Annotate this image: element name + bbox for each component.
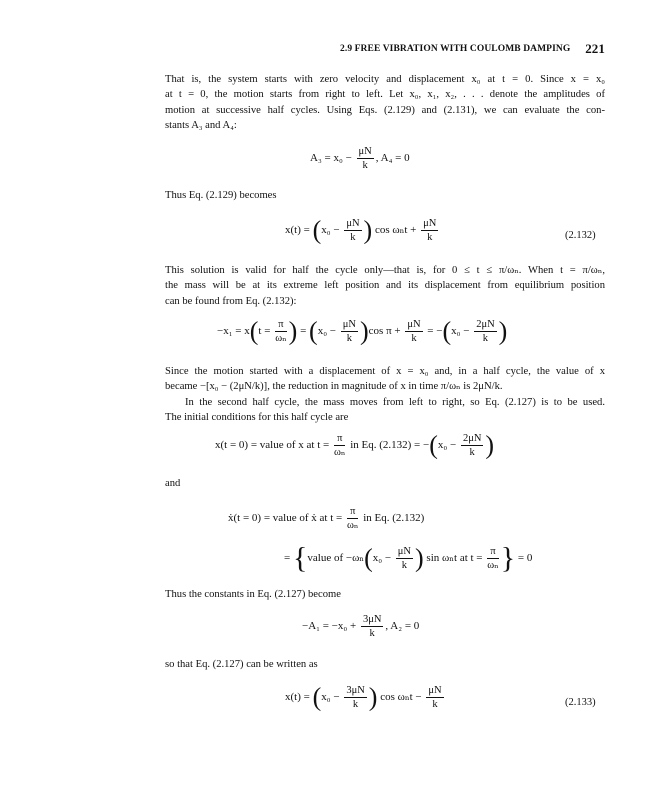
paren-open: ( (429, 430, 438, 460)
eq-term: x(t = 0) = value of x at t = (215, 439, 330, 452)
paren-close: ) (485, 430, 495, 460)
eq-term: x₀ − (437, 439, 457, 452)
numerator: μN (346, 218, 360, 229)
text-line: at t = 0, the motion starts from right to left. Let x₀, x₁, x₂, . . . denote the amplitudes of (165, 89, 605, 101)
eq-term: cos π + (368, 325, 401, 338)
equation-velocity-value (284, 541, 533, 575)
paragraph-written-as (165, 657, 605, 672)
fraction (426, 684, 443, 711)
numerator: μN (358, 146, 372, 157)
denominator: ωₙ (346, 520, 359, 531)
text-line: stants A₃ and A₄: (165, 119, 237, 131)
eq-term: x₀ − (321, 224, 340, 237)
text-line: the mass will be at its extreme left position and its displacement from equilibrium position (165, 280, 605, 292)
denominator: k (469, 447, 475, 458)
paragraph-initial-conditions (165, 72, 605, 133)
equation-2-132 (285, 217, 440, 244)
fraction (357, 145, 374, 172)
equation-x1 (217, 318, 507, 345)
paren-close: ) (359, 316, 369, 346)
text-line: In the second half cycle, the mass moves from left to right, so Eq. (2.127) is to be used. (185, 396, 605, 408)
text-line: That is, the system starts with zero velocity and displacement x₀ at t = 0. Since x = x₀ (165, 74, 605, 85)
paren-open: ( (364, 543, 373, 573)
denominator: k (369, 628, 375, 639)
eq-term: value of −ωₙ (307, 552, 365, 565)
eq-term: = (300, 325, 307, 338)
eq-term: t = (258, 325, 271, 338)
paren-close: ) (498, 316, 508, 346)
text-line: so that Eq. (2.127) can be written as (165, 659, 318, 670)
numerator: 3μN (362, 614, 382, 625)
fraction (344, 217, 361, 244)
eq-term: in Eq. (2.132) (363, 512, 425, 525)
eq-term: x(t) = (285, 691, 310, 704)
fraction (334, 432, 345, 459)
fraction (421, 217, 438, 244)
running-header (340, 42, 605, 56)
eq-term: −A₁ = −x₀ + (302, 620, 357, 633)
text-line: The initial conditions for this half cycle are (165, 411, 349, 423)
denominator: k (346, 333, 352, 344)
paren-open: ( (249, 316, 259, 346)
eq-term: cos ωₙt + (374, 224, 417, 237)
paren-close: ) (368, 682, 378, 712)
denominator: k (362, 160, 368, 171)
fraction (344, 684, 366, 711)
eq-term: sin ωₙt at t = (426, 552, 483, 565)
numerator: μN (423, 218, 437, 229)
fraction (487, 545, 498, 572)
fraction (347, 505, 358, 532)
eq-term: = − (427, 325, 443, 338)
paren-close: ) (288, 316, 298, 346)
numerator: μN (428, 685, 442, 696)
text-line: This solution is valid for half the cycle only—that is, for 0 ≤ t ≤ π/ωₙ. When t = π/ωₙ, (165, 265, 605, 276)
numerator: π (334, 432, 345, 446)
denominator: k (350, 232, 356, 243)
text-line: Since the motion started with a displacement of x = x₀ and, in a half cycle, the value of x (165, 366, 605, 377)
eq-term: A₃ = x₀ − (310, 152, 352, 165)
equation-2-133 (285, 684, 446, 711)
paren-open: ( (309, 316, 318, 346)
paragraph-half-cycle (165, 263, 605, 309)
paren-close: ) (415, 543, 424, 573)
eq-term: x₀ − (451, 325, 470, 338)
text-line: Thus Eq. (2.129) becomes (165, 190, 277, 201)
denominator: k (411, 333, 417, 344)
eq-term: cos ωₙt − (380, 691, 422, 704)
numerator: μN (407, 319, 421, 330)
numerator: μN (342, 319, 356, 330)
fraction (396, 545, 413, 572)
fraction (405, 318, 422, 345)
text-line: Thus the constants in Eq. (2.127) become (165, 589, 341, 600)
eq-term: x(t) = (285, 224, 310, 237)
fraction (275, 318, 286, 345)
text-line: became −[x₀ − (2μN/k)], the reduction in magnitude of x in time π/ωₙ is 2μN/k. (165, 381, 503, 393)
numerator: 2μN (476, 319, 495, 330)
section-title: 2.9 FREE VIBRATION WITH COULOMB DAMPING (340, 44, 571, 54)
eq-term: x₀ − (317, 325, 337, 338)
denominator: k (482, 333, 489, 344)
numerator: 2μN (462, 433, 482, 444)
equation-number: (2.132) (565, 230, 596, 241)
eq-term: x₀ − (372, 552, 392, 565)
denominator: k (352, 699, 359, 710)
numerator: μN (397, 546, 411, 557)
paragraph-reduction (165, 364, 605, 425)
equation-a3-a4 (310, 145, 410, 172)
eq-term: = (284, 552, 291, 565)
brace-close: } (500, 541, 516, 575)
denominator: k (432, 699, 438, 710)
paragraph-constants (165, 587, 605, 602)
eq-term: ẋ(t = 0) = value of ẋ at t = (228, 512, 343, 525)
eq-term: x₀ − (321, 691, 340, 704)
eq-term: = 0 (517, 552, 533, 565)
denominator: ωₙ (333, 447, 346, 458)
numerator: π (487, 545, 498, 559)
eq-term: in Eq. (2.132) = − (350, 439, 430, 452)
eq-term: , A₄ = 0 (375, 152, 410, 165)
text-line: can be found from Eq. (2.132): (165, 295, 297, 307)
paren-open: ( (312, 215, 322, 245)
fraction (361, 613, 383, 640)
numerator: π (347, 505, 358, 519)
text-line: motion at successive half cycles. Using Eqs. (2.129) and (2.131), we can evaluate the con- (165, 104, 605, 116)
equation-a1-a2 (302, 613, 419, 640)
fraction (474, 318, 496, 345)
equation-initial-displacement (215, 432, 494, 459)
numerator: 3μN (346, 685, 365, 696)
denominator: k (401, 560, 408, 571)
paren-open: ( (442, 316, 452, 346)
page-number: 221 (585, 41, 605, 56)
paren-open: ( (312, 682, 322, 712)
denominator: ωₙ (487, 560, 499, 571)
equation-number: (2.133) (565, 697, 596, 708)
text-line: and (165, 478, 181, 489)
paragraph-eq-becomes (165, 188, 605, 203)
paragraph-and (165, 476, 605, 491)
denominator: ωₙ (275, 333, 287, 344)
numerator: π (275, 318, 286, 332)
eq-term: , A₂ = 0 (385, 620, 420, 633)
fraction (461, 432, 483, 459)
brace-open: { (292, 541, 308, 575)
paren-close: ) (363, 215, 373, 245)
fraction (341, 318, 358, 345)
equation-initial-velocity (228, 505, 424, 532)
eq-term: −x₁ = x (217, 325, 250, 338)
denominator: k (427, 232, 433, 243)
